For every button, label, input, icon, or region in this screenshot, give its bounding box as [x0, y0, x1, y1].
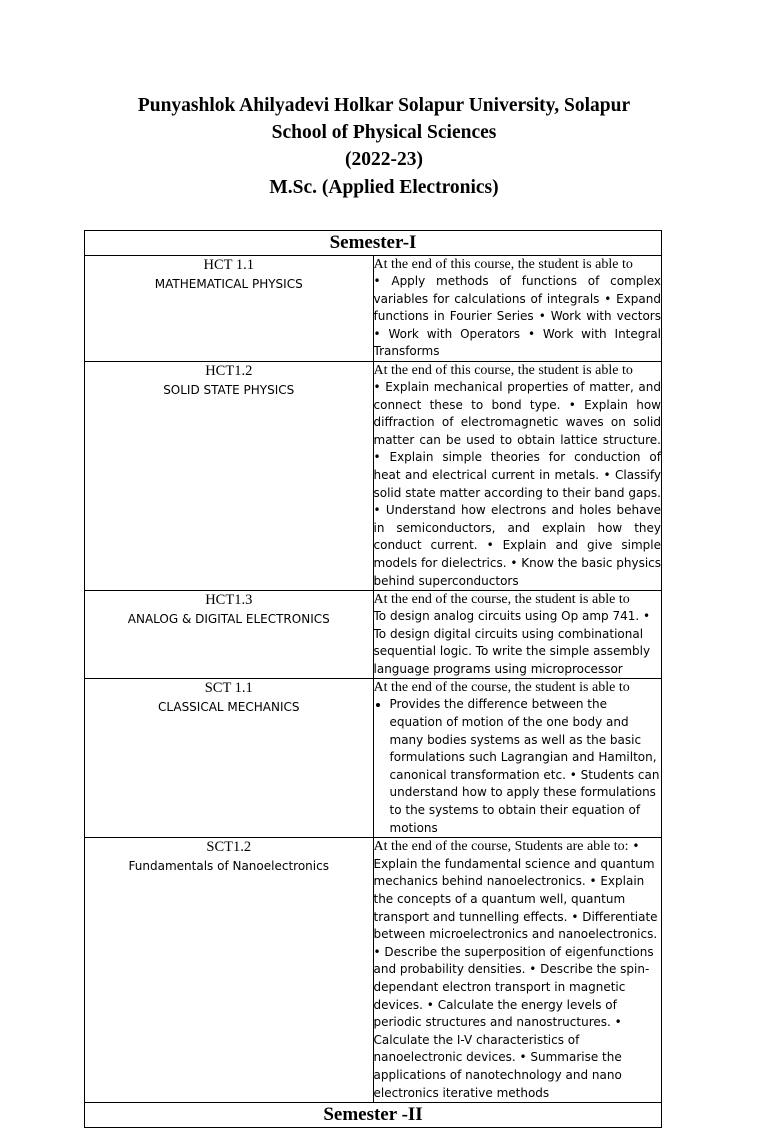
academic-year: (2022-23) [345, 149, 423, 170]
semester-1-heading: Semester-I [85, 231, 662, 256]
course-outcomes-cell [373, 256, 662, 362]
outcome-intro: At the end of the course, the student is able to [373, 592, 630, 608]
course-name: MATHEMATICAL PHYSICS [154, 277, 303, 291]
outcome-list-text: • Explain the fundamental science and quantum mechanics behind nanoelectronics. • Explain the concepts of a quantum well, quantum transport and tunnelling effects. • Differentiate between microelectronics and nanoelectronics. • Describe the superposition of eigenfunctions and probability densities. • Describe the spin-dependant electron transport in magnetic devices. • Calculate the energy levels of periodic structures and nanostructures. • Calculate the I-V characteristics of nanoelectronic devices. • Summarise the applications of nanotechnology and nano electronics iterative methods [373, 839, 658, 1100]
outcome-text: To design analog circuits using Op amp 741. • To design digital circuits using combinational sequential logic. To write the simple assembly language programs using microprocessor [373, 609, 651, 676]
course-name: CLASSICAL MECHANICS [158, 700, 300, 715]
course-row-hct-1-3 [85, 591, 662, 679]
course-row-hct-1-2 [85, 361, 662, 590]
course-name: SOLID STATE PHYSICS [163, 382, 295, 397]
course-row-hct-1-1 [85, 256, 662, 362]
course-code-cell [85, 679, 374, 838]
course-code-cell [85, 838, 374, 1103]
course-code-cell [85, 591, 374, 679]
course-code-cell [85, 361, 374, 590]
university-title: Punyashlok Ahilyadevi Holkar Solapur University, Solapur [137, 95, 631, 116]
outcome-intro: At the end of the course, the student is able to [373, 680, 630, 696]
course-code: HCT1.2 [205, 362, 253, 379]
outcome-text [374, 838, 662, 1102]
outcome-text: • Explain mechanical properties of matter, and connect these to bond type. • Explain how diffraction of electromagnetic waves on solid matter can be used to obtain lattice structure. • Explain simple theories for conduction of heat and electrical current in metals. • Classify solid state matter according to their band gaps. • Understand how electrons and holes behave in semiconductors, and explain how they conduct current. • Explain and give simple models for dielectrics. • Know the basic physics behind superconductors [373, 379, 661, 588]
course-code: SCT 1.1 [204, 680, 253, 697]
course-code: HCT1.3 [205, 592, 253, 609]
semester-row [85, 231, 662, 256]
semester-row [85, 1103, 662, 1128]
course-code: SCT1.2 [206, 839, 252, 856]
course-name: Fundamentals of Nanoelectronics [128, 859, 329, 874]
semester-2-heading: Semester -II [85, 1103, 662, 1128]
program-title: M.Sc. (Applied Electronics) [269, 177, 499, 198]
outcome-intro: At the end of this course, the student is able to [373, 257, 633, 272]
school-title: School of Physical Sciences [271, 122, 497, 143]
course-outcomes-cell [373, 591, 662, 679]
course-code-cell [85, 256, 374, 362]
outcome-list [374, 696, 662, 837]
course-row-sct-1-1 [85, 679, 662, 838]
outcome-intro: At the end of the course, Students are able to: [373, 839, 629, 855]
outcome-intro: At the end of this course, the student is able to [373, 362, 633, 378]
syllabus-table [84, 230, 662, 1128]
course-outcomes-cell [373, 679, 662, 838]
course-outcomes-cell [373, 361, 662, 590]
course-name: ANALOG & DIGITAL ELECTRONICS [127, 612, 330, 627]
course-row-sct-1-2 [85, 838, 662, 1103]
outcome-text: • Apply methods of functions of complex variables for calculations of integrals • Expand functions in Fourier Series • Work with vectors • Work with Operators • Work with Integral Transforms [373, 274, 661, 359]
course-outcomes-cell [373, 838, 662, 1103]
course-code: HCT 1.1 [203, 257, 254, 273]
outcome-item: • Provides the difference between the equation of motion of the one body and many bodies systems as well as the basic formulations such Lagrangian and Hamilton, canonical transformation etc. • Students can understand how to apply these formulations to the systems to obtain their equation of motions [390, 696, 662, 837]
